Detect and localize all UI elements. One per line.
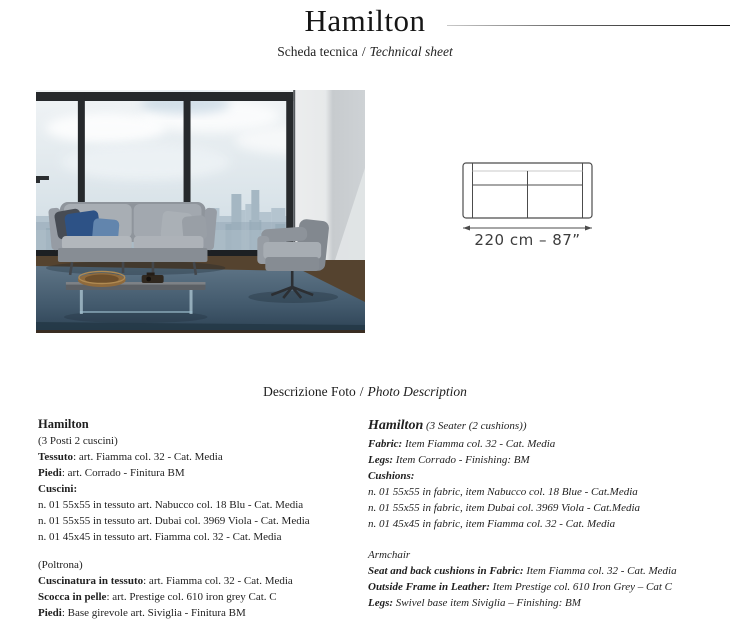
header-divider-line [447, 25, 730, 26]
spec-row: Tessuto: art. Fiamma col. 32 - Cat. Media [38, 451, 223, 463]
sofa-top-view-diagram [455, 156, 600, 236]
spec-row: Armchair [368, 549, 411, 561]
product-name-italian: Hamilton [38, 417, 89, 431]
spec-row: (3 Posti 2 cuscini) [38, 435, 118, 447]
spec-row: Legs: Swivel base item Siviglia – Finishing: BM [368, 597, 581, 609]
spec-row: Outside Frame in Leather: Item Prestige col. 610 Iron Grey – Cat C [368, 581, 673, 593]
spec-row: n. 01 45x45 in tessuto art. Fiamma col. 32 - Cat. Media [38, 531, 282, 543]
page-subtitle [0, 44, 730, 60]
dimension-label: 220 cm – 87” [474, 231, 581, 249]
spec-row: Cuscinatura in tessuto: art. Fiamma col. 32 - Cat. Media [38, 575, 293, 587]
spec-row: Legs: Item Corrado - Finishing: BM [368, 454, 530, 466]
subtitle-separator: / [361, 44, 366, 59]
spec-row: Seat and back cushions in Fabric: Item Fiamma col. 32 - Cat. Media [368, 565, 677, 577]
living-room-illustration [36, 90, 365, 333]
spec-row: Cuscini: [38, 483, 78, 495]
spec-row: n. 01 55x55 in tessuto art. Nabucco col. 18 Blu - Cat. Media [38, 499, 304, 511]
spec-row: (Poltrona) [38, 559, 83, 571]
spec-row: n. 01 55x55 in fabric, item Nabucco col. 18 Blue - Cat.Media [368, 486, 638, 498]
subtitle-english: Technical sheet [369, 44, 453, 59]
sofa-outline-drawing [455, 156, 600, 236]
spec-row: Scocca in pelle: art. Prestige col. 610 iron grey Cat. C [38, 591, 277, 603]
column-gap [368, 532, 726, 547]
spec-row: n. 01 55x55 in fabric, item Dubai col. 3969 Viola - Cat.Media [368, 502, 641, 514]
spec-row: Piedi: art. Corrado - Finitura BM [38, 467, 185, 479]
photo-description-heading [0, 384, 730, 400]
description-english [368, 416, 726, 611]
product-photo [36, 90, 365, 333]
spec-row: Fabric: Item Fiamma col. 32 - Cat. Media [368, 438, 556, 450]
spec-row: Cushions: [368, 470, 415, 482]
heading-italian: Descrizione Foto [263, 384, 356, 399]
spec-row: Piedi: Base girevole art. Siviglia - Finitura BM [38, 607, 246, 619]
subtitle-italian: Scheda tecnica [277, 44, 358, 59]
heading-separator: / [359, 384, 364, 399]
column-gap [38, 545, 360, 557]
page-title: Hamilton [304, 3, 426, 38]
product-name-english: Hamilton (3 Seater (2 cushions)) [368, 418, 527, 433]
spec-row: n. 01 55x55 in tessuto art. Dubai col. 3969 Viola - Cat. Media [38, 515, 310, 527]
spec-row: n. 01 45x45 in fabric, item Fiamma col. 32 - Cat. Media [368, 518, 616, 530]
heading-english: Photo Description [367, 384, 467, 399]
description-italian [38, 416, 360, 621]
